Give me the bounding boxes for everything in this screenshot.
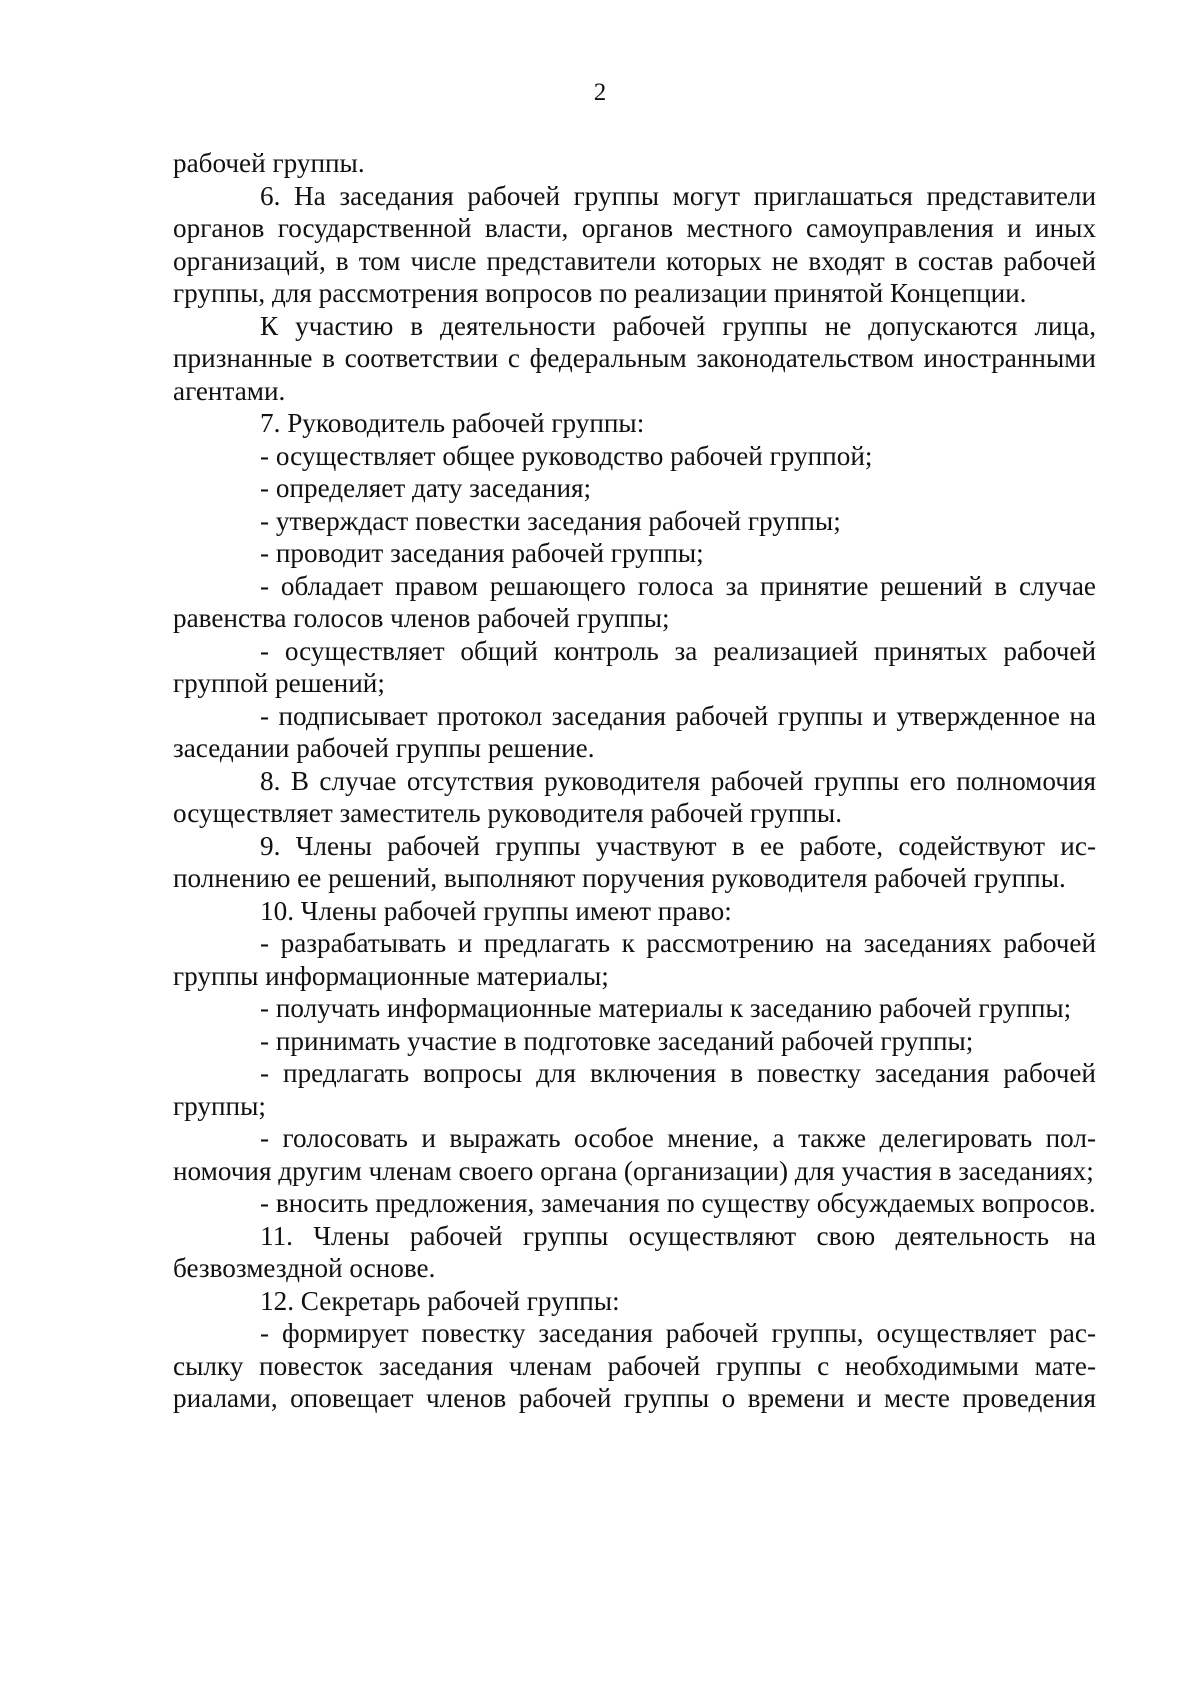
list-item-general-control: - осуществляет общий контроль за реализацией принятых рабочей группой решений; [173, 635, 1096, 698]
paragraph-item-7: 7. Руководитель рабочей группы: [260, 408, 645, 438]
document-body [173, 147, 1096, 1415]
paragraph-foreign-agents: К участию в деятельности рабочей группы не допускаются лица, признанные в соответствии с федеральным законодательством иностранными агентами. [173, 310, 1096, 406]
list-item-develop-materials: - разрабатывать и предлагать к рассмотрению на заседаниях рабочей группы информационные материалы; [173, 928, 1096, 991]
page-number: 2 [593, 79, 607, 106]
paragraph-item-8: 8. В случае отсутствия руководителя рабочей группы его полномочия осуществляет заместитель руководителя рабочей группы. [173, 765, 1096, 828]
list-item-propose-questions: - предлагать вопросы для включения в повестку заседания рабочей группы; [173, 1058, 1096, 1121]
list-item-make-proposals: - вносить предложения, замечания по существу обсуждаемых вопросов. [260, 1188, 1096, 1218]
list-item-conduct-meetings: - проводит заседания рабочей группы; [260, 538, 704, 568]
list-item-vote-delegate: - голосовать и выражать особое мнение, а также делегировать полномочия другим членам своего органа (организации) для участия в заседаниях; [173, 1123, 1096, 1186]
list-item-meeting-date: - определяет дату заседания; [260, 473, 592, 503]
paragraph-item-9: 9. Члены рабочей группы участвуют в ее работе, содействуют исполнению ее решений, выполняют поручения руководителя рабочей группы. [173, 830, 1096, 893]
list-item-approve-agenda: - утверждаст повестки заседания рабочей группы; [260, 505, 841, 536]
paragraph-item-12: 12. Секретарь рабочей группы: [260, 1285, 620, 1316]
list-item-deciding-vote: - обладает правом решающего голоса за принятие решений в случае равенства голосов членов рабочей группы; [173, 570, 1096, 633]
list-item-form-agenda: - формирует повестку заседания рабочей группы, осуществляет рассылку повесток заседания членам рабочей группы с необходимыми материалами, оповещает членов рабочей группы о времени и месте проведения [173, 1318, 1096, 1413]
paragraph-1: рабочей группы. [173, 148, 365, 178]
list-item-sign-protocol: - подписывает протокол заседания рабочей группы и утвержденное на заседании рабочей группы решение. [173, 700, 1096, 763]
list-item-participate-preparation: - принимать участие в подготовке заседаний рабочей группы; [260, 1025, 974, 1056]
paragraph-item-10: 10. Члены рабочей группы имеют право: [260, 895, 732, 926]
list-item-receive-materials: - получать информационные материалы к заседанию рабочей группы; [260, 993, 1072, 1023]
paragraph-item-11: 11. Члены рабочей группы осуществляют свою деятельность на безвозмездной основе. [173, 1220, 1096, 1283]
list-item-general-management: - осуществляет общее руководство рабочей группой; [260, 440, 873, 471]
paragraph-item-6: 6. На заседания рабочей группы могут приглашаться представители органов государственной власти, органов местного самоуправления и иных организаций, в том числе представители которых не входят в состав рабочей группы, для рассмотрения вопросов по реализации принятой Концепции. [173, 180, 1096, 308]
